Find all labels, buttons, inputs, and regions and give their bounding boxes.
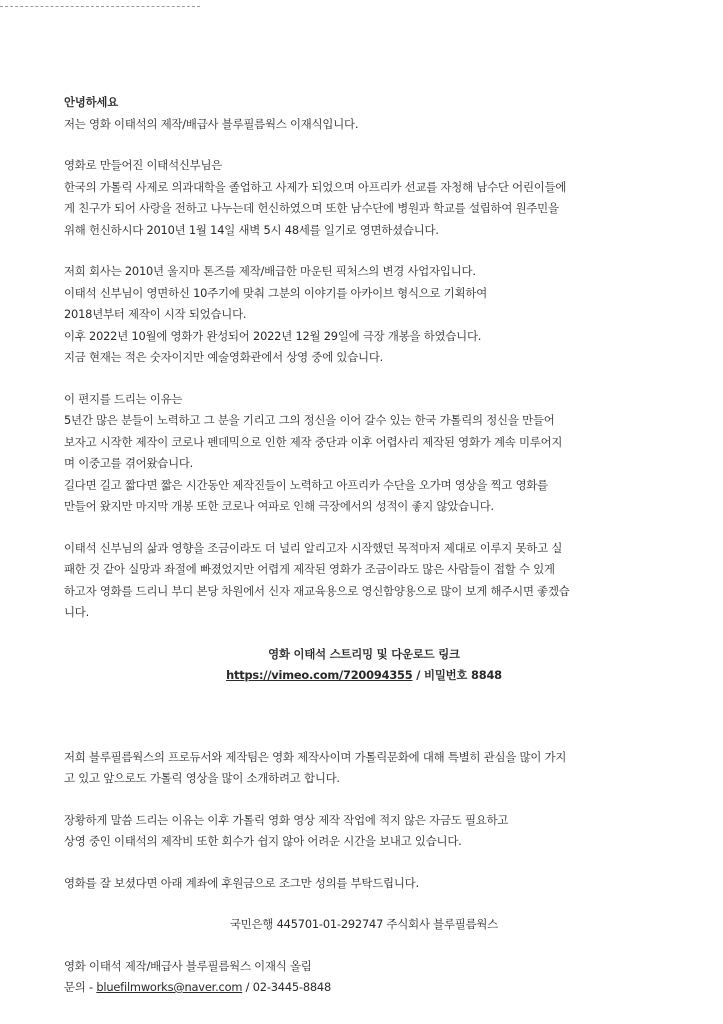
text-line: 이 편지를 드리는 이유는 [64,391,183,406]
bank-account [64,914,664,936]
text-line: 2018년부터 제작이 시작 되었습니다. [64,307,247,321]
text-line: 만들어 왔지만 마지막 개봉 또한 코로나 여파로 인해 극장에서의 성적이 좋지 않았습니다. [64,499,494,513]
text-line: 영화로 만들어진 이태석신부님은 [64,158,223,172]
text-line: 이태석 신부님의 삶과 영향을 조금이라도 더 널리 알리고자 시작했던 목적마저 제대로 이루지 못하고 실 [64,540,563,555]
opening [64,92,664,135]
text-line: 한국의 가톨릭 사제로 의과대학을 졸업하고 사제가 되었으며 아프리카 선교를 자청해 남수단 어린이들에 [64,179,567,194]
contact-phone: / 02-3445-8848 [242,980,332,994]
text-line: 게 친구가 되어 사랑을 전하고 나누는데 헌신하였으며 또한 남수단에 병원과 학교를 설립하여 원주민을 [64,201,559,215]
letter-body [64,92,664,999]
vimeo-link[interactable]: https://vimeo.com/720094355 [226,668,413,682]
signature-block [64,956,664,999]
text-line: 장황하게 말씀 드리는 이유는 이후 가톨릭 영화 영상 제작 작업에 적지 않은 자금도 필요하고 [64,812,509,827]
paragraph-reason [64,389,664,518]
text-line: 하고자 영화를 드리니 부디 본당 차원에서 신자 재교육용으로 영신함양용으로 많이 보게 해주시면 좋겠습 [64,583,570,598]
text-line: 5년간 많은 분들이 노력하고 그 분을 기리고 그의 정신을 이어 갈수 있는 한국 가톨릭의 정신을 만들어 [64,413,555,427]
text-line: 니다. [64,605,90,619]
link-password: 비밀번호 8848 [424,668,502,682]
text-line: 저희 블루필름웍스의 프로듀서와 제작팀은 영화 제작사이며 가톨릭문화에 대해 특별히 관심을 많이 가지 [64,749,567,764]
email-link[interactable]: bluefilmworks@naver.com [96,980,243,994]
text-line: 고 있고 앞으로도 가톨릭 영상을 많이 소개하려고 합니다. [64,771,340,785]
paragraph-donation [64,873,664,895]
text-line: 지금 현재는 적은 숫자이지만 예술영화관에서 상영 중에 있습니다. [64,350,384,364]
paragraph-company [64,261,664,369]
link-line [64,665,664,687]
scan-artifact-line [0,6,200,7]
text-line: 길다면 길고 짧다면 짧은 시간동안 제작진들이 노력하고 아프리카 수단을 오가며 영상을 찍고 영화를 [64,477,548,492]
text-line: 며 이중고를 겪어왔습니다. [64,456,194,470]
paragraph-request [64,538,664,624]
text-line: 상영 중인 이태석의 제작비 또한 회수가 쉽지 않아 어려운 시간을 보내고 있습니다. [64,834,462,848]
account-line: 국민은행 445701-01-292747 주식회사 블루필름웍스 [230,917,498,931]
text-line: 이후 2022년 10월에 영화가 완성되어 2022년 12월 29일에 극장 개봉을 하였습니다. [64,328,482,343]
text-line: 위해 헌신하시다 2010년 1월 14일 새벽 5시 48세를 일기로 영면하셨습니다. [64,222,439,237]
link-title: 영화 이태석 스트리밍 및 다운로드 링크 [268,646,460,661]
text-line: 이태석 신부님이 영면하신 10주기에 맞춰 그분의 이야기를 아카이브 형식으로 기획하여 [64,285,488,300]
paragraph-biography [64,155,664,241]
contact-prefix: 문의 - [64,980,97,994]
text-line: 패한 것 같아 실망과 좌절에 빠졌었지만 어렵게 제작된 영화가 조금이라도 많은 사람들이 접할 수 있게 [64,562,555,576]
intro-line: 저는 영화 이태석의 제작/배급사 블루필름웍스 이재식입니다. [64,116,359,131]
link-separator: / [412,668,425,682]
text-line: 저희 회사는 2010년 울지마 톤즈를 제작/배급한 마운틴 픽처스의 변경 사업자입니다. [64,264,476,278]
text-line: 보자고 시작한 제작이 코로나 펜데믹으로 인한 제작 중단과 이후 어렵사리 제작된 영화가 계속 미루어지 [64,434,563,449]
paragraph-funding [64,810,664,853]
streaming-link-block [64,644,664,687]
paragraph-team [64,747,664,790]
text-line: 영화를 잘 보셨다면 아래 계좌에 후원금으로 조그만 성의를 부탁드립니다. [64,875,419,890]
signature-line: 영화 이태석 제작/배급사 블루필름웍스 이재식 올림 [64,958,312,973]
contact-line [64,977,664,999]
greeting: 안녕하세요 [64,95,119,109]
